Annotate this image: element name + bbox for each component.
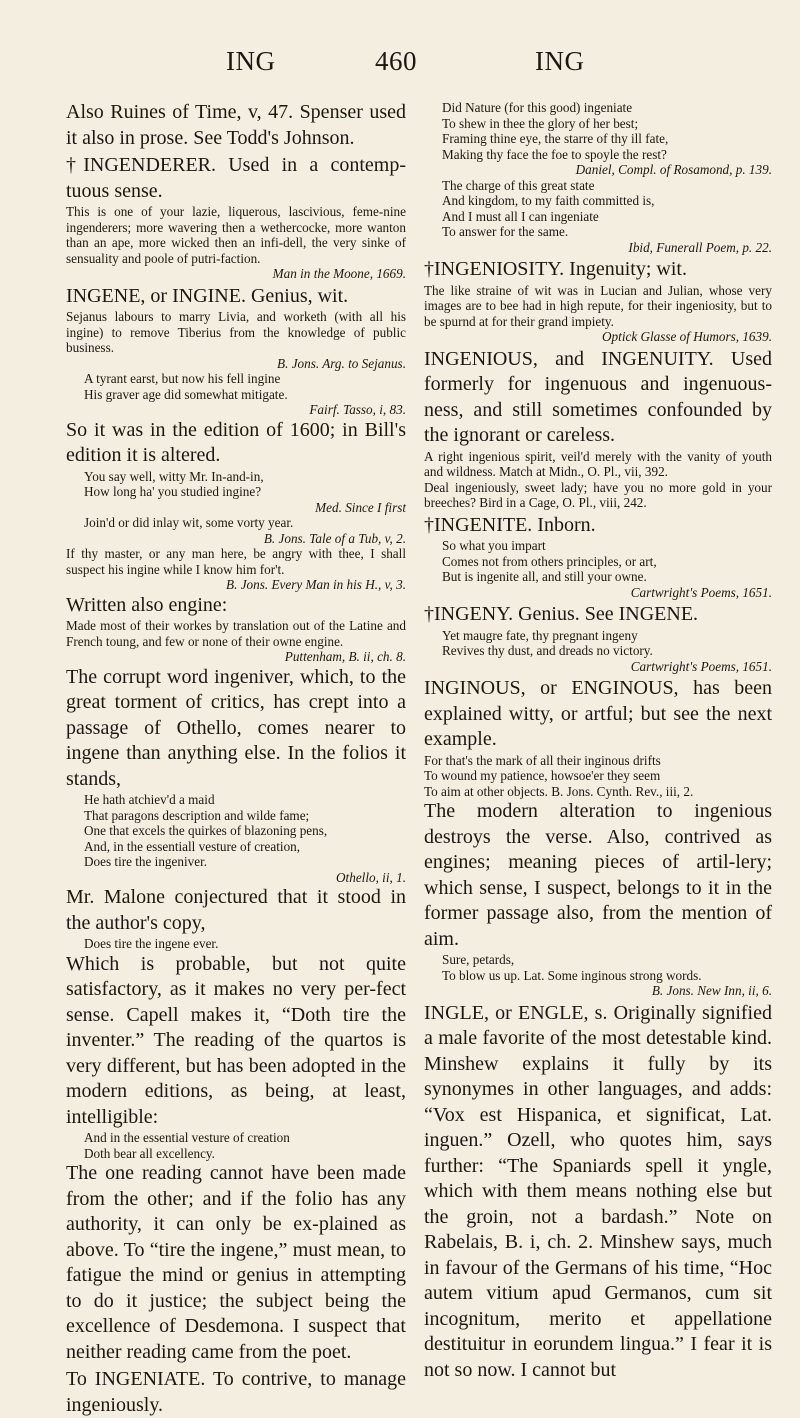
text-paragraph: So it was in the edition of 1600; in Bill's edition it is altered. bbox=[66, 418, 406, 466]
text-paragraph: Which is probable, but not quite satisfactory, as it makes no very per-fect sense. Capell makes it, “Doth tire the inventer.” The reading of the quartos is very different, but has been adopted in the modern editions, as being, at least, intelligible: bbox=[66, 952, 406, 1128]
verse-line: To blow us up. Lat. Some inginous strong words. bbox=[442, 967, 702, 983]
verse-line: The charge of this great state bbox=[442, 177, 595, 193]
verse-line: Comes not from others principles, or art, bbox=[442, 553, 657, 569]
citation: Man in the Moone, 1669. bbox=[272, 266, 406, 281]
quotation: Deal ingeniously, sweet lady; have you no more gold in your breeches? Bird in a Cage, O. Pl., viii, 242. bbox=[424, 479, 772, 510]
verse-line: Does tire the ingeniver. bbox=[84, 854, 208, 869]
entry-ingenite: †INGENITE. Inborn. bbox=[424, 513, 596, 536]
verse-line: Does tire the ingene ever. bbox=[84, 936, 219, 951]
quotation: To aim at other objects. B. Jons. Cynth. Rev., iii, 2. bbox=[424, 783, 694, 799]
entry-ingeniate: To INGENIATE. To contrive, to manage ingeniously. bbox=[66, 1368, 406, 1416]
citation: Optick Glasse of Humors, 1639. bbox=[602, 329, 772, 344]
text-paragraph: The corrupt word ingeniver, which, to the great torment of critics, has crept into a passage of Othello, comes nearer to ingene than anything else. In the folios it stands, bbox=[66, 665, 406, 790]
verse-line: And I must all I can ingeniate bbox=[442, 208, 599, 224]
header-left-catchword: ING bbox=[226, 46, 276, 76]
quotation: If thy master, or any man here, be angry with thee, I shall suspect his ingine while I know him for't. bbox=[66, 546, 406, 577]
entry-ingle: INGLE, or ENGLE, s. Originally signified a male favorite of the most detestable kind. Minshew explains it fully by its synonymes in other languages, and adds: “Vox est Hispanica, et significat, Lat. inguen.” Ozell, who quotes him, says further: “The Spaniards spell it yngle, which with them means nothing else but the groin, not a bardash.” Note on Rabelais, B. i, ch. 2. Minshew says, much in favour of the Germans of his time, “Hoc autem vitium apud Germanos, cum sit incognitum, merito et appellatione destituitur in eorundem lingua.” I fear it is not so now. I cannot but bbox=[424, 1001, 772, 1381]
entry-ingeniosity: †INGENIOSITY. Ingenuity; wit. bbox=[424, 258, 687, 280]
entry-inginous: INGINOUS, or ENGINOUS, has been explained witty, or artful; but see the next example. bbox=[424, 677, 772, 750]
quotation: Made most of their workes by translation out of the Latine and French toung, and few or none of their owne engine. bbox=[66, 618, 406, 649]
left-column bbox=[66, 100, 406, 1418]
citation: Daniel, Compl. of Rosamond, p. 139. bbox=[575, 162, 772, 177]
entry-ingenious: INGENIOUS, and INGENUITY. Used formerly for ingenuous and ingenuous-ness, and still sometimes confounded by the ignorant or careless. bbox=[424, 347, 772, 446]
citation: Othello, ii, 1. bbox=[336, 869, 406, 885]
citation: B. Jons. Tale of a Tub, v, 2. bbox=[263, 530, 406, 546]
citation: Fairf. Tasso, i, 83. bbox=[309, 402, 406, 417]
citation: Ibid, Funerall Poem, p. 22. bbox=[628, 239, 772, 255]
verse-line: Did Nature (for this good) ingeniate bbox=[442, 100, 633, 115]
quotation: A right ingenious spirit, veil'd merely with the vanity of youth and wildness. Match at Midn., O. Pl., vii, 392. bbox=[424, 448, 772, 479]
verse-line: A tyrant earst, but now his fell ingine bbox=[84, 371, 281, 386]
verse-line: Framing thine eye, the starre of thy ill fate, bbox=[442, 131, 669, 146]
verse-line: And kingdom, to my faith committed is, bbox=[442, 193, 655, 208]
entry-ingeny: †INGENY. Genius. See INGENE. bbox=[424, 603, 699, 625]
text-paragraph: Written also engine: bbox=[66, 593, 228, 616]
quotation: To wound my patience, howsoe'er they seem bbox=[424, 768, 661, 783]
verse-line: Join'd or did inlay wit, some vorty year. bbox=[84, 515, 294, 530]
verse-line: To shew in thee the glory of her best; bbox=[442, 115, 639, 131]
citation: Cartwright's Poems, 1651. bbox=[630, 584, 772, 600]
verse-line: One that excels the quirkes of blazoning pens, bbox=[84, 823, 328, 838]
citation: Cartwright's Poems, 1651. bbox=[630, 658, 772, 674]
citation: B. Jons. Every Man in his H., v, 3. bbox=[226, 577, 406, 592]
quotation: The like straine of wit was in Lucian and Julian, whose very images are to bee had in high repute, for their ingeniosity, but to be spurnd at for their grand impiety. bbox=[424, 282, 772, 329]
verse-line: And in the essential vesture of creation bbox=[84, 1130, 290, 1145]
verse-line: So what you impart bbox=[442, 538, 546, 553]
running-header bbox=[0, 46, 800, 86]
verse-line: To answer for the same. bbox=[442, 224, 569, 239]
quotation: Sejanus labours to marry Livia, and worketh (with all his ingine) to remove Tiberius from the knowledge of public business. bbox=[66, 309, 406, 355]
text-paragraph: Also Ruines of Time, v, 47. Spenser used it also in prose. See Todd's Johnson. bbox=[66, 101, 406, 149]
text-paragraph: Mr. Malone conjectured that it stood in the author's copy, bbox=[66, 886, 406, 934]
header-right-catchword: ING bbox=[535, 46, 585, 76]
quotation: This is one of your lazie, liquerous, lascivious, feme-nine ingenderers; more wavering then a wethercocke, more wanton than an ape, more wicked then an infi-dell, the very sinke of sensuality and poole of putri-faction. bbox=[66, 204, 406, 266]
verse-line: Yet maugre fate, thy pregnant ingeny bbox=[442, 627, 638, 643]
verse-line: And, in the essentiall vesture of creation, bbox=[84, 838, 301, 854]
citation: B. Jons. New Inn, ii, 6. bbox=[651, 983, 772, 998]
verse-line: That paragons description and wilde fame; bbox=[84, 807, 310, 823]
verse-line: Sure, petards, bbox=[442, 952, 515, 967]
right-column bbox=[424, 100, 772, 1383]
verse-line: He hath atchiev'd a maid bbox=[84, 792, 215, 807]
entry-ingenderer: †INGENDERER. Used in a contemp-tuous sense. bbox=[66, 154, 406, 202]
verse-line: Revives thy dust, and dreads no victory. bbox=[442, 643, 653, 658]
entry-ingene: INGENE, or INGINE. Genius, wit. bbox=[66, 284, 349, 307]
verse-line: Making thy face the foe to spoyle the rest? bbox=[442, 146, 667, 162]
verse-line: How long ha' you studied ingine? bbox=[84, 484, 262, 499]
verse-line: His graver age did somewhat mitigate. bbox=[84, 386, 288, 402]
text-paragraph: The one reading cannot have been made from the other; and if the folio has any authority, it can only be ex-plained as above. To “tire the ingene,” must mean, to fatigue the mind or genius in attempting to do it justice; the subject being the excellence of Desdemona. I suspect that neither reading came from the poet. bbox=[66, 1162, 406, 1363]
quotation: For that's the mark of all their inginous drifts bbox=[424, 752, 661, 768]
verse-line: Doth bear all excellency. bbox=[84, 1145, 215, 1161]
text-paragraph: The modern alteration to ingenious destroys the verse. Also, contrived as engines; meaning pieces of artil-lery; which sense, I suspect, belongs to it in the former passage also, from the mention of aim. bbox=[424, 800, 772, 950]
citation: B. Jons. Arg. to Sejanus. bbox=[277, 355, 406, 371]
page-number: 460 bbox=[375, 46, 417, 76]
citation: Puttenham, B. ii, ch. 8. bbox=[284, 649, 406, 664]
speaker-line: Med. Since I first bbox=[315, 499, 406, 515]
verse-line: You say well, witty Mr. In-and-in, bbox=[84, 468, 264, 484]
verse-line: But is ingenite all, and still your owne. bbox=[442, 569, 647, 584]
